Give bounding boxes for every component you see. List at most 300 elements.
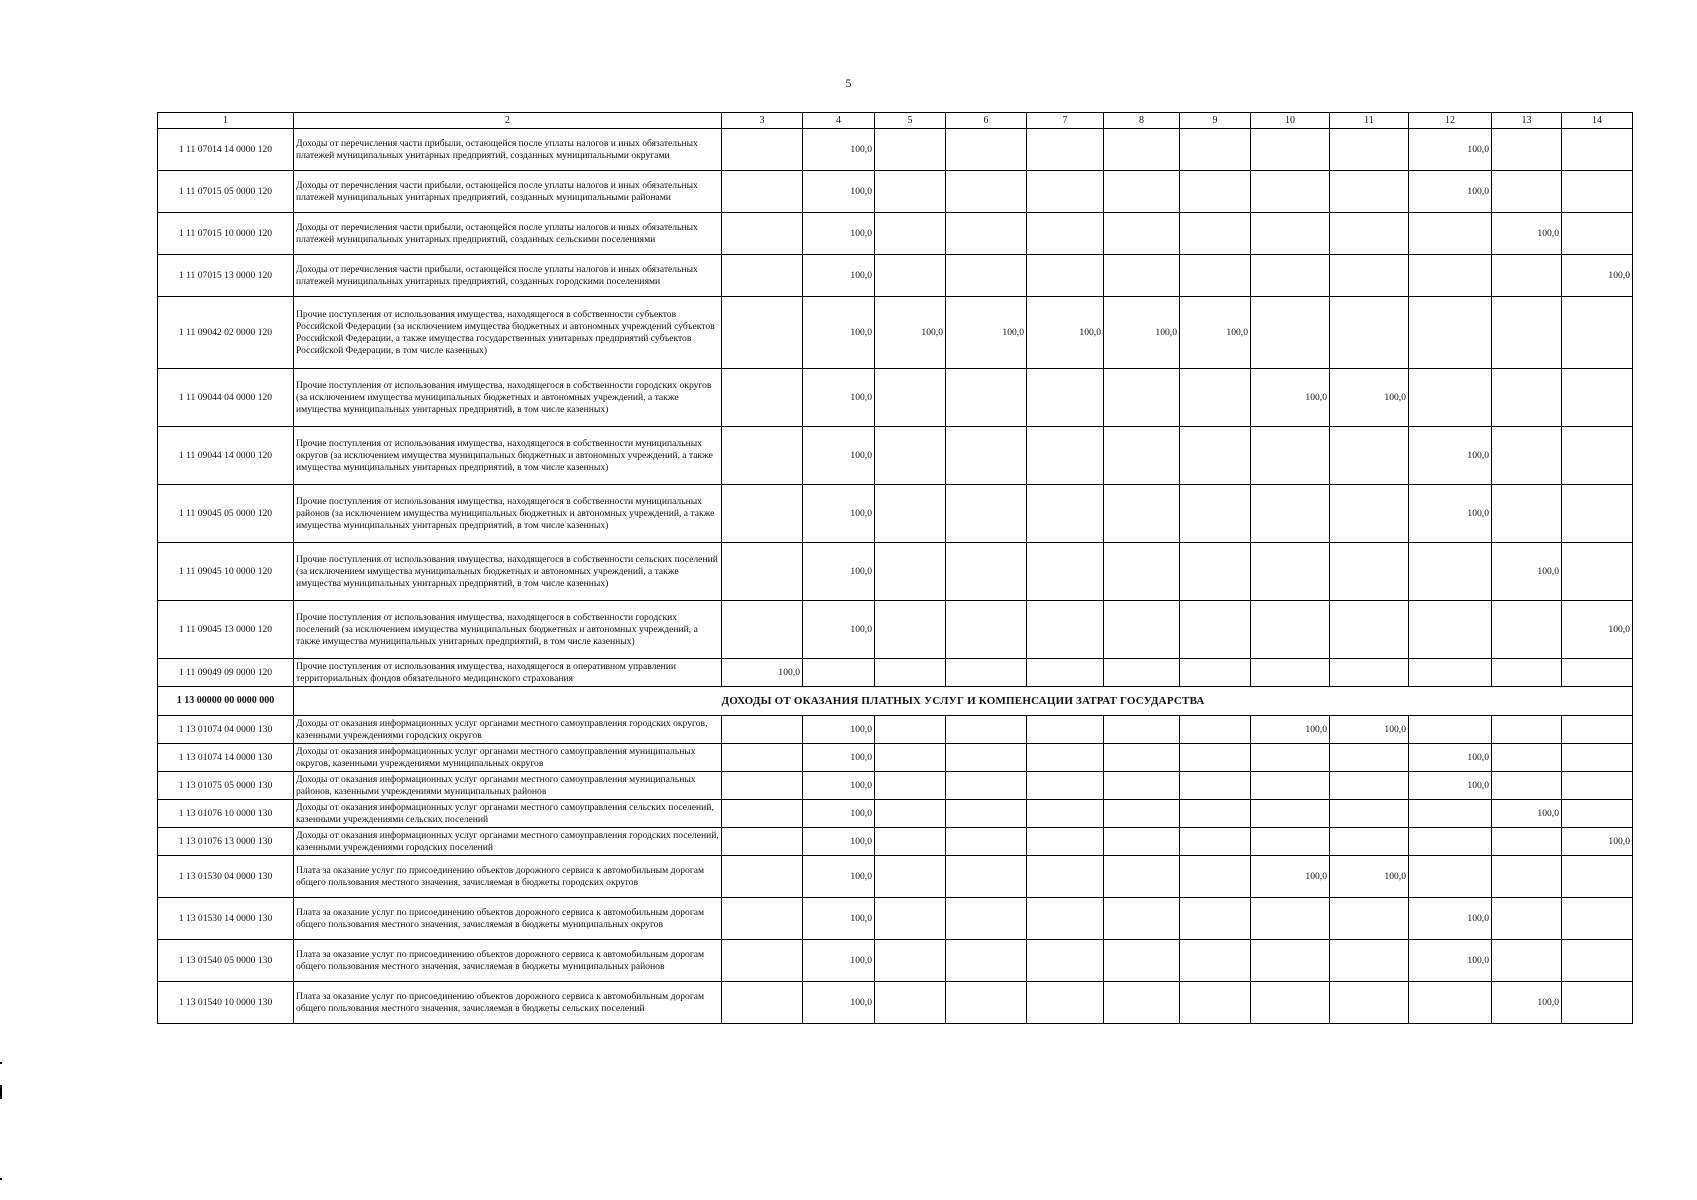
value-cell-col-5	[875, 856, 946, 898]
value-cell-col-13: 100,0	[1492, 800, 1562, 828]
value-cell-col-5	[875, 800, 946, 828]
margin-mark	[0, 1062, 2, 1064]
value-cell-col-9	[1180, 543, 1251, 601]
value-cell-col-11	[1330, 659, 1409, 687]
value-cell-col-6	[946, 171, 1027, 213]
value-cell-col-9	[1180, 427, 1251, 485]
value-cell-col-7	[1027, 982, 1104, 1024]
value-cell-col-3	[722, 940, 803, 982]
value-cell-col-12: 100,0	[1409, 427, 1492, 485]
value-cell-col-13	[1492, 601, 1562, 659]
value-cell-col-11	[1330, 213, 1409, 255]
value-cell-col-12: 100,0	[1409, 485, 1492, 543]
value-cell-col-3	[722, 800, 803, 828]
value-cell-col-12	[1409, 213, 1492, 255]
table-row	[158, 716, 1633, 744]
value-cell-col-14: 100,0	[1562, 255, 1633, 297]
row-code: 1 11 09044 14 0000 120	[158, 427, 294, 485]
value-cell-col-10	[1251, 744, 1330, 772]
value-cell-col-4: 100,0	[803, 369, 875, 427]
value-cell-col-7	[1027, 255, 1104, 297]
value-cell-col-11	[1330, 772, 1409, 800]
value-cell-col-4: 100,0	[803, 485, 875, 543]
row-description: Прочие поступления от использования имущества, находящегося в собственности муниципальных районов (за исключением имущества муниципальных бюджетных и автономных учреждений, а также имущества муниципальных унитарных предприятий, в том числе казенных)	[294, 485, 722, 543]
row-description: Доходы от оказания информационных услуг органами местного самоуправления муниципальных районов, казенными учреждениями муниципальных районов	[294, 772, 722, 800]
column-header: 12	[1409, 113, 1492, 129]
value-cell-col-14	[1562, 940, 1633, 982]
value-cell-col-8	[1104, 171, 1180, 213]
column-header: 1	[158, 113, 294, 129]
value-cell-col-12	[1409, 828, 1492, 856]
value-cell-col-8	[1104, 982, 1180, 1024]
value-cell-col-14	[1562, 543, 1633, 601]
value-cell-col-11	[1330, 800, 1409, 828]
value-cell-col-13: 100,0	[1492, 982, 1562, 1024]
value-cell-col-14	[1562, 213, 1633, 255]
value-cell-col-5	[875, 772, 946, 800]
value-cell-col-10	[1251, 297, 1330, 369]
value-cell-col-11: 100,0	[1330, 369, 1409, 427]
column-header: 6	[946, 113, 1027, 129]
value-cell-col-10	[1251, 982, 1330, 1024]
value-cell-col-6	[946, 716, 1027, 744]
value-cell-col-12	[1409, 601, 1492, 659]
value-cell-col-12	[1409, 800, 1492, 828]
value-cell-col-10	[1251, 800, 1330, 828]
value-cell-col-10	[1251, 940, 1330, 982]
row-description: Доходы от перечисления части прибыли, остающейся после уплаты налогов и иных обязательных платежей муниципальных унитарных предприятий, созданных сельскими поселениями	[294, 213, 722, 255]
value-cell-col-8	[1104, 940, 1180, 982]
value-cell-col-10	[1251, 171, 1330, 213]
value-cell-col-10	[1251, 601, 1330, 659]
value-cell-col-3	[722, 485, 803, 543]
value-cell-col-8	[1104, 255, 1180, 297]
value-cell-col-6	[946, 856, 1027, 898]
row-code: 1 13 01540 05 0000 130	[158, 940, 294, 982]
value-cell-col-12	[1409, 856, 1492, 898]
value-cell-col-5	[875, 485, 946, 543]
value-cell-col-3	[722, 982, 803, 1024]
value-cell-col-13	[1492, 659, 1562, 687]
value-cell-col-13	[1492, 772, 1562, 800]
value-cell-col-7	[1027, 828, 1104, 856]
value-cell-col-8	[1104, 485, 1180, 543]
value-cell-col-6	[946, 601, 1027, 659]
value-cell-col-11: 100,0	[1330, 716, 1409, 744]
value-cell-col-5	[875, 982, 946, 1024]
column-header: 13	[1492, 113, 1562, 129]
page-number: 5	[845, 76, 852, 90]
value-cell-col-8	[1104, 856, 1180, 898]
value-cell-col-8	[1104, 744, 1180, 772]
value-cell-col-9	[1180, 129, 1251, 171]
value-cell-col-6	[946, 828, 1027, 856]
value-cell-col-7	[1027, 800, 1104, 828]
table-row	[158, 543, 1633, 601]
value-cell-col-6: 100,0	[946, 297, 1027, 369]
value-cell-col-8	[1104, 213, 1180, 255]
value-cell-col-12	[1409, 716, 1492, 744]
value-cell-col-14	[1562, 800, 1633, 828]
table-row	[158, 940, 1633, 982]
value-cell-col-11	[1330, 255, 1409, 297]
value-cell-col-13	[1492, 255, 1562, 297]
value-cell-col-9	[1180, 171, 1251, 213]
value-cell-col-10	[1251, 772, 1330, 800]
row-code: 1 13 01540 10 0000 130	[158, 982, 294, 1024]
value-cell-col-5	[875, 940, 946, 982]
value-cell-col-9	[1180, 744, 1251, 772]
value-cell-col-4: 100,0	[803, 255, 875, 297]
column-header: 4	[803, 113, 875, 129]
value-cell-col-6	[946, 255, 1027, 297]
row-code: 1 13 01076 10 0000 130	[158, 800, 294, 828]
value-cell-col-5	[875, 543, 946, 601]
value-cell-col-4: 100,0	[803, 543, 875, 601]
value-cell-col-10	[1251, 898, 1330, 940]
value-cell-col-8	[1104, 369, 1180, 427]
value-cell-col-3	[722, 772, 803, 800]
value-cell-col-7	[1027, 659, 1104, 687]
value-cell-col-12: 100,0	[1409, 940, 1492, 982]
value-cell-col-13	[1492, 427, 1562, 485]
row-code: 1 13 01075 05 0000 130	[158, 772, 294, 800]
row-code: 1 11 07014 14 0000 120	[158, 129, 294, 171]
value-cell-col-14	[1562, 485, 1633, 543]
value-cell-col-4: 100,0	[803, 744, 875, 772]
value-cell-col-13	[1492, 129, 1562, 171]
value-cell-col-8	[1104, 543, 1180, 601]
value-cell-col-12: 100,0	[1409, 129, 1492, 171]
value-cell-col-7	[1027, 898, 1104, 940]
row-description: Доходы от перечисления части прибыли, остающейся после уплаты налогов и иных обязательных платежей муниципальных унитарных предприятий, созданных муниципальными районами	[294, 171, 722, 213]
value-cell-col-7	[1027, 601, 1104, 659]
value-cell-col-10	[1251, 213, 1330, 255]
table-row	[158, 898, 1633, 940]
value-cell-col-4: 100,0	[803, 898, 875, 940]
row-code: 1 13 00000 00 0000 000	[158, 687, 294, 716]
value-cell-col-11	[1330, 297, 1409, 369]
value-cell-col-6	[946, 427, 1027, 485]
value-cell-col-7	[1027, 716, 1104, 744]
value-cell-col-8	[1104, 772, 1180, 800]
value-cell-col-11	[1330, 898, 1409, 940]
table-row	[158, 828, 1633, 856]
row-description: Доходы от перечисления части прибыли, остающейся после уплаты налогов и иных обязательных платежей муниципальных унитарных предприятий, созданных муниципальными округами	[294, 129, 722, 171]
value-cell-col-9	[1180, 659, 1251, 687]
value-cell-col-7	[1027, 129, 1104, 171]
row-description: Прочие поступления от использования имущества, находящегося в собственности городских поселений (за исключением имущества муниципальных бюджетных и автономных учреждений, а также имущества муниципальных унитарных предприятий, в том числе казенных)	[294, 601, 722, 659]
value-cell-col-4: 100,0	[803, 297, 875, 369]
value-cell-col-12	[1409, 255, 1492, 297]
value-cell-col-14	[1562, 716, 1633, 744]
value-cell-col-4	[803, 659, 875, 687]
value-cell-col-14	[1562, 659, 1633, 687]
value-cell-col-10	[1251, 828, 1330, 856]
value-cell-col-3	[722, 297, 803, 369]
row-code: 1 13 01076 13 0000 130	[158, 828, 294, 856]
value-cell-col-6	[946, 982, 1027, 1024]
value-cell-col-8: 100,0	[1104, 297, 1180, 369]
value-cell-col-14	[1562, 427, 1633, 485]
value-cell-col-14: 100,0	[1562, 601, 1633, 659]
value-cell-col-14: 100,0	[1562, 828, 1633, 856]
value-cell-col-12: 100,0	[1409, 772, 1492, 800]
value-cell-col-8	[1104, 716, 1180, 744]
value-cell-col-13	[1492, 171, 1562, 213]
value-cell-col-8	[1104, 659, 1180, 687]
table-row	[158, 129, 1633, 171]
value-cell-col-8	[1104, 601, 1180, 659]
value-cell-col-5	[875, 601, 946, 659]
value-cell-col-6	[946, 898, 1027, 940]
row-code: 1 11 09042 02 0000 120	[158, 297, 294, 369]
value-cell-col-9	[1180, 828, 1251, 856]
margin-mark	[0, 1178, 2, 1180]
value-cell-col-6	[946, 659, 1027, 687]
value-cell-col-12	[1409, 369, 1492, 427]
row-description: Прочие поступления от использования имущества, находящегося в собственности сельских поселений (за исключением имущества муниципальных бюджетных и автономных учреждений, а также имущества муниципальных унитарных предприятий, в том числе казенных)	[294, 543, 722, 601]
row-description: Прочие поступления от использования имущества, находящегося в собственности муниципальных округов (за исключением имущества муниципальных бюджетных и автономных учреждений, а также имущества муниципальных унитарных предприятий, в том числе казенных)	[294, 427, 722, 485]
value-cell-col-7	[1027, 543, 1104, 601]
value-cell-col-3	[722, 129, 803, 171]
row-code: 1 11 09044 04 0000 120	[158, 369, 294, 427]
value-cell-col-9	[1180, 255, 1251, 297]
value-cell-col-13	[1492, 940, 1562, 982]
value-cell-col-5	[875, 129, 946, 171]
header-row	[158, 113, 1633, 129]
value-cell-col-10	[1251, 659, 1330, 687]
value-cell-col-8	[1104, 898, 1180, 940]
row-description: Доходы от перечисления части прибыли, остающейся после уплаты налогов и иных обязательных платежей муниципальных унитарных предприятий, созданных городскими поселениями	[294, 255, 722, 297]
value-cell-col-11	[1330, 427, 1409, 485]
column-header: 14	[1562, 113, 1633, 129]
value-cell-col-3	[722, 716, 803, 744]
value-cell-col-4: 100,0	[803, 427, 875, 485]
value-cell-col-3	[722, 427, 803, 485]
value-cell-col-14	[1562, 297, 1633, 369]
value-cell-col-7	[1027, 427, 1104, 485]
value-cell-col-7	[1027, 940, 1104, 982]
row-description: Доходы от оказания информационных услуг органами местного самоуправления городских поселений, казенными учреждениями городских поселений	[294, 828, 722, 856]
value-cell-col-14	[1562, 129, 1633, 171]
value-cell-col-6	[946, 213, 1027, 255]
column-header: 11	[1330, 113, 1409, 129]
row-description: Плата за оказание услуг по присоединению объектов дорожного сервиса к автомобильным дорогам общего пользования местного значения, зачисляемая в бюджеты городских округов	[294, 856, 722, 898]
value-cell-col-9	[1180, 716, 1251, 744]
table-row	[158, 772, 1633, 800]
value-cell-col-3	[722, 369, 803, 427]
budget-table	[157, 112, 1633, 1024]
value-cell-col-11	[1330, 940, 1409, 982]
value-cell-col-4: 100,0	[803, 982, 875, 1024]
value-cell-col-9	[1180, 772, 1251, 800]
value-cell-col-14	[1562, 856, 1633, 898]
row-code: 1 11 07015 10 0000 120	[158, 213, 294, 255]
value-cell-col-7	[1027, 171, 1104, 213]
value-cell-col-13	[1492, 369, 1562, 427]
value-cell-col-7	[1027, 856, 1104, 898]
row-code: 1 11 07015 13 0000 120	[158, 255, 294, 297]
column-header: 5	[875, 113, 946, 129]
value-cell-col-5	[875, 744, 946, 772]
row-code: 1 11 09049 09 0000 120	[158, 659, 294, 687]
table-row	[158, 601, 1633, 659]
value-cell-col-9	[1180, 940, 1251, 982]
value-cell-col-8	[1104, 427, 1180, 485]
table-row	[158, 213, 1633, 255]
row-description: Плата за оказание услуг по присоединению объектов дорожного сервиса к автомобильным дорогам общего пользования местного значения, зачисляемая в бюджеты муниципальных районов	[294, 940, 722, 982]
value-cell-col-13	[1492, 485, 1562, 543]
value-cell-col-5	[875, 427, 946, 485]
value-cell-col-5	[875, 255, 946, 297]
value-cell-col-6	[946, 772, 1027, 800]
value-cell-col-7	[1027, 213, 1104, 255]
value-cell-col-3	[722, 898, 803, 940]
value-cell-col-7	[1027, 772, 1104, 800]
value-cell-col-4: 100,0	[803, 940, 875, 982]
value-cell-col-13	[1492, 856, 1562, 898]
value-cell-col-13	[1492, 898, 1562, 940]
column-header: 7	[1027, 113, 1104, 129]
value-cell-col-6	[946, 129, 1027, 171]
value-cell-col-11	[1330, 485, 1409, 543]
value-cell-col-4: 100,0	[803, 856, 875, 898]
row-code: 1 11 09045 13 0000 120	[158, 601, 294, 659]
value-cell-col-13	[1492, 828, 1562, 856]
value-cell-col-6	[946, 744, 1027, 772]
value-cell-col-10	[1251, 255, 1330, 297]
value-cell-col-5	[875, 716, 946, 744]
value-cell-col-11	[1330, 982, 1409, 1024]
table-row	[158, 856, 1633, 898]
value-cell-col-5	[875, 659, 946, 687]
value-cell-col-13: 100,0	[1492, 543, 1562, 601]
value-cell-col-12: 100,0	[1409, 898, 1492, 940]
value-cell-col-7	[1027, 744, 1104, 772]
column-header: 9	[1180, 113, 1251, 129]
row-description: Плата за оказание услуг по присоединению объектов дорожного сервиса к автомобильным дорогам общего пользования местного значения, зачисляемая в бюджеты сельских поселений	[294, 982, 722, 1024]
value-cell-col-14	[1562, 772, 1633, 800]
value-cell-col-7: 100,0	[1027, 297, 1104, 369]
value-cell-col-8	[1104, 800, 1180, 828]
table-row	[158, 297, 1633, 369]
value-cell-col-13	[1492, 297, 1562, 369]
value-cell-col-8	[1104, 129, 1180, 171]
value-cell-col-5	[875, 369, 946, 427]
value-cell-col-10: 100,0	[1251, 369, 1330, 427]
row-code: 1 13 01074 14 0000 130	[158, 744, 294, 772]
row-description: Доходы от оказания информационных услуг органами местного самоуправления муниципальных округов, казенными учреждениями муниципальных округов	[294, 744, 722, 772]
table-row	[158, 255, 1633, 297]
value-cell-col-3	[722, 828, 803, 856]
value-cell-col-5	[875, 898, 946, 940]
value-cell-col-9	[1180, 369, 1251, 427]
value-cell-col-11	[1330, 171, 1409, 213]
value-cell-col-11	[1330, 828, 1409, 856]
table-row	[158, 744, 1633, 772]
value-cell-col-3	[722, 744, 803, 772]
value-cell-col-14	[1562, 898, 1633, 940]
value-cell-col-5	[875, 213, 946, 255]
table-row	[158, 369, 1633, 427]
value-cell-col-13	[1492, 716, 1562, 744]
value-cell-col-14	[1562, 369, 1633, 427]
value-cell-col-6	[946, 800, 1027, 828]
table-row	[158, 427, 1633, 485]
value-cell-col-6	[946, 940, 1027, 982]
section-title: ДОХОДЫ ОТ ОКАЗАНИЯ ПЛАТНЫХ УСЛУГ И КОМПЕНСАЦИИ ЗАТРАТ ГОСУДАРСТВА	[294, 687, 1633, 716]
value-cell-col-12	[1409, 543, 1492, 601]
column-header: 2	[294, 113, 722, 129]
value-cell-col-12: 100,0	[1409, 171, 1492, 213]
row-description: Прочие поступления от использования имущества, находящегося в собственности субъектов Российской Федерации (за исключением имущества бюджетных и автономных учреждений субъектов Российской Федерации, а также имущества государственных унитарных предприятий субъектов Российской Федерации, в том числе казенных)	[294, 297, 722, 369]
value-cell-col-4: 100,0	[803, 171, 875, 213]
value-cell-col-3	[722, 255, 803, 297]
value-cell-col-3	[722, 171, 803, 213]
value-cell-col-11	[1330, 129, 1409, 171]
row-code: 1 11 09045 10 0000 120	[158, 543, 294, 601]
row-code: 1 11 09045 05 0000 120	[158, 485, 294, 543]
value-cell-col-11	[1330, 543, 1409, 601]
value-cell-col-9	[1180, 601, 1251, 659]
value-cell-col-4: 100,0	[803, 772, 875, 800]
value-cell-col-3	[722, 601, 803, 659]
row-code: 1 13 01530 04 0000 130	[158, 856, 294, 898]
value-cell-col-9	[1180, 898, 1251, 940]
value-cell-col-10	[1251, 485, 1330, 543]
column-header: 8	[1104, 113, 1180, 129]
row-code: 1 13 01530 14 0000 130	[158, 898, 294, 940]
value-cell-col-14	[1562, 982, 1633, 1024]
value-cell-col-4: 100,0	[803, 828, 875, 856]
value-cell-col-11	[1330, 744, 1409, 772]
value-cell-col-3	[722, 213, 803, 255]
value-cell-col-12	[1409, 982, 1492, 1024]
table-row	[158, 485, 1633, 543]
value-cell-col-10	[1251, 543, 1330, 601]
value-cell-col-9	[1180, 800, 1251, 828]
row-description: Доходы от оказания информационных услуг органами местного самоуправления сельских поселений, казенными учреждениями сельских поселений	[294, 800, 722, 828]
value-cell-col-5	[875, 828, 946, 856]
value-cell-col-7	[1027, 369, 1104, 427]
value-cell-col-11	[1330, 601, 1409, 659]
value-cell-col-9	[1180, 485, 1251, 543]
value-cell-col-6	[946, 369, 1027, 427]
value-cell-col-12	[1409, 297, 1492, 369]
value-cell-col-9	[1180, 856, 1251, 898]
row-description: Прочие поступления от использования имущества, находящегося в собственности городских округов (за исключением имущества муниципальных бюджетных и автономных учреждений, а также имущества муниципальных унитарных предприятий, в том числе казенных)	[294, 369, 722, 427]
row-description: Доходы от оказания информационных услуг органами местного самоуправления городских округов, казенными учреждениями городских округов	[294, 716, 722, 744]
value-cell-col-10: 100,0	[1251, 856, 1330, 898]
value-cell-col-9	[1180, 982, 1251, 1024]
value-cell-col-3: 100,0	[722, 659, 803, 687]
table-row	[158, 982, 1633, 1024]
value-cell-col-10	[1251, 129, 1330, 171]
value-cell-col-7	[1027, 485, 1104, 543]
column-header: 10	[1251, 113, 1330, 129]
section-row	[158, 687, 1633, 716]
table-row	[158, 659, 1633, 687]
value-cell-col-14	[1562, 171, 1633, 213]
value-cell-col-4: 100,0	[803, 213, 875, 255]
value-cell-col-12	[1409, 659, 1492, 687]
row-code: 1 11 07015 05 0000 120	[158, 171, 294, 213]
row-description: Прочие поступления от использования имущества, находящегося в оперативном управлении территориальных фондов обязательного медицинского страхования	[294, 659, 722, 687]
value-cell-col-4: 100,0	[803, 716, 875, 744]
value-cell-col-6	[946, 543, 1027, 601]
value-cell-col-10	[1251, 427, 1330, 485]
